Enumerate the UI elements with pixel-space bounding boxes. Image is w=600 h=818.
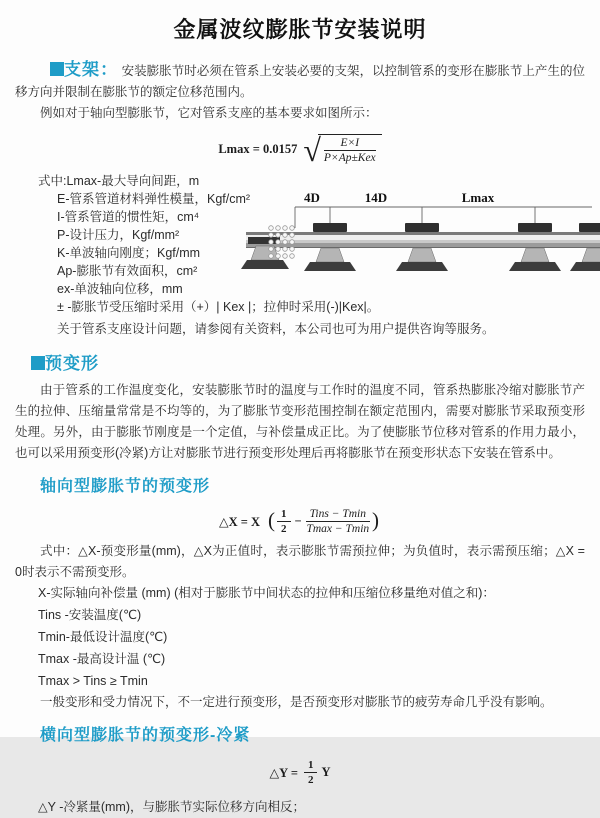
page-title: 金属波纹膨胀节安装说明 <box>173 17 427 42</box>
half-numerator: 1 <box>304 759 318 773</box>
def-item: P-设计压力，Kgf/mm² <box>57 228 180 242</box>
consulting-note: 关于管系支座设计问题，请参阅有关资料，本公司也可为用户提供咨询等服务。 <box>57 322 495 336</box>
formula3-lhs: △Y = <box>269 765 298 780</box>
def-item: Ap-膨胀节有效面积，cm² <box>57 264 198 278</box>
formula2-lhs: △X = X <box>218 514 261 529</box>
dim-label-4d: 4D <box>304 190 320 205</box>
support-example-line: 例如对于轴向型膨胀节，它对管系支座的基本要求如图所示： <box>40 106 378 120</box>
formula2-half-fraction <box>277 508 291 535</box>
guide-spacing-formula <box>0 131 600 168</box>
formula3-rhs: Y <box>321 765 331 779</box>
support-intro-text: 安装膨胀节时必须在管系上安装必要的支架，以控制管系的变形在膨胀节上产生的位移方向并限制在膨胀节的额定位移范围内。 <box>15 64 585 99</box>
pipe <box>246 232 600 248</box>
dimension-labels <box>304 190 495 205</box>
pipe-support-diagram-svg <box>246 190 600 290</box>
def-item: I-管系管道的惯性矩，cm⁴ <box>57 210 200 224</box>
lateral-note: △Y -冷紧量(mm)，与膨胀节实际位移方向相反； <box>38 800 306 814</box>
sqrt-radical-icon: √ <box>303 131 321 168</box>
minus-operator: − <box>294 514 302 528</box>
dim-label-14d: 14D <box>364 190 388 205</box>
formula1-lhs: Lmax = 0.0157 <box>218 141 298 156</box>
half-denominator: 2 <box>307 774 314 786</box>
section-marker-icon <box>31 356 45 370</box>
lateral-predeform-formula <box>0 759 600 786</box>
temp-def-line: Tmin-最低设计温度(℃) <box>38 630 168 644</box>
formula1-numerator: E×I <box>324 137 376 151</box>
pipe-support-diagram <box>246 190 600 290</box>
axial-predeform-heading: 轴向型膨胀节的预变形 <box>40 478 211 495</box>
def-item: E-管系管道材料弹性模量，Kgf/cm² <box>57 192 251 206</box>
half-numerator: 1 <box>277 508 291 522</box>
temp-def-line: Tmax > Tins ≥ Tmin <box>38 674 148 688</box>
support-intro-paragraph <box>15 59 585 103</box>
temperature-definitions <box>38 604 600 692</box>
formula2-temp-fraction <box>306 508 370 535</box>
defs-lead-line: 式中:Lmax-最大导向间距，m <box>38 174 200 188</box>
def-item: ex-单波轴向位移，mm <box>57 282 183 296</box>
half-denominator: 2 <box>281 523 287 535</box>
def-item: K-单波轴向刚度；Kgf/mm <box>57 246 201 260</box>
x-definition-line: X-实际轴向补偿量 (mm) (相对于膨胀节中间状态的拉伸和压缩位移量绝对值之和)： <box>38 586 495 600</box>
temp-def-line: Tins -安装温度(℃) <box>38 608 142 622</box>
formula2-explain: 式中：△X-预变形量(mm)，△X为正值时，表示膨胀节需预拉伸；为负值时，表示需预压缩；△X = 0时表示不需预变形。 <box>15 544 585 579</box>
predeform-section-head <box>31 354 600 375</box>
temp-numerator: Tins − Tmin <box>306 508 370 522</box>
support-section-heading: 支架： <box>64 60 119 79</box>
formula1-radicand <box>318 134 382 164</box>
formula1-denominator: P×Ap±Kex <box>323 152 376 164</box>
lateral-predeform-heading: 横向型膨胀节的预变形-冷紧 <box>40 727 251 744</box>
predeform-section-heading: 预变形 <box>45 354 99 373</box>
temp-def-line: Tmax -最高设计温 (℃) <box>38 652 166 666</box>
axial-predeform-formula <box>0 508 600 535</box>
def-item: ± -膨胀节受压缩时采用（+）| Kex |；拉伸时采用(-)|Kex|。 <box>57 300 380 314</box>
formula3-half-fraction <box>304 759 318 786</box>
right-paren: ) <box>372 508 379 532</box>
temp-denominator: Tmax − Tmin <box>306 523 370 535</box>
axial-note: 一般变形和受力情况下，不一定进行预变形，是否预变形对膨胀节的疲劳寿命几乎没有影响。 <box>40 695 553 709</box>
predeform-paragraph: 由于管系的工作温度变化，安装膨胀节时的温度与工作时的温度不同，管系热膨胀冷缩对膨胀节产生的拉伸、压缩量常常是不均等的，为了膨胀节变形范围控制在额定范围内，需要对膨胀节采取预变形处理。另外，由于膨胀节刚度是一个定值，与补偿量成正比。为了使膨胀节位移对管系的作用力最小，也可以采用预变形(冷紧)方让对膨胀节进行预变形处理后再将膨胀节在预变形状态下安装在管系中。 <box>15 383 585 460</box>
left-paren: ( <box>268 508 276 532</box>
dim-label-lmax: Lmax <box>461 190 495 205</box>
section-marker-icon <box>50 62 64 76</box>
